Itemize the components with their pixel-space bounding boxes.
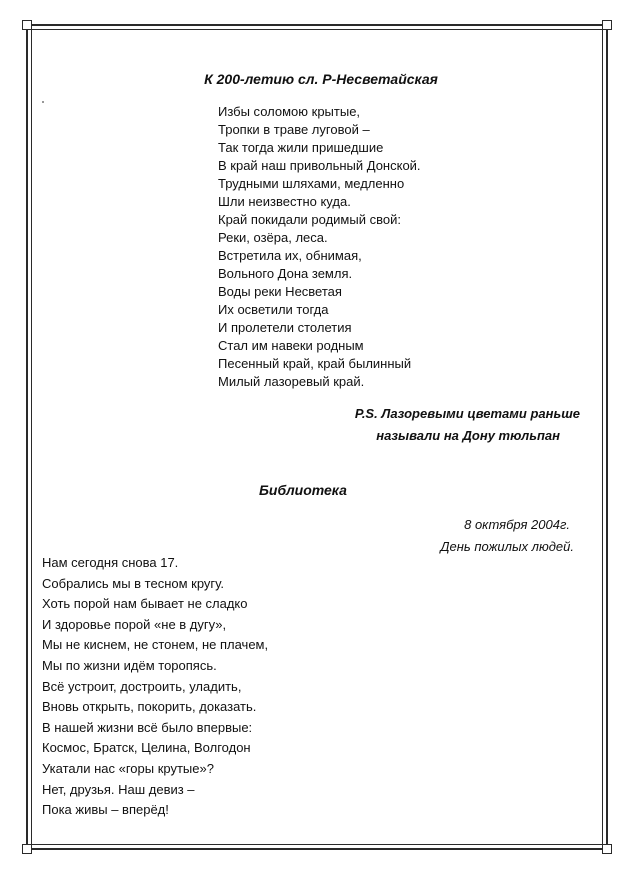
poem-line: Край покидали родимый свой:	[218, 212, 401, 227]
poem-line: Мы не киснем, не стонем, не плачем,	[42, 637, 269, 653]
poem-line: И здоровье порой «не в дугу»,	[42, 616, 227, 632]
scan-speck	[42, 101, 44, 103]
poem-line: Встретила их, обнимая,	[218, 248, 362, 263]
poem-line: В край наш привольный Донской.	[218, 158, 421, 173]
poem-line: Нет, друзья. Наш девиз –	[42, 781, 195, 797]
poem-line: Песенный край, край былинный	[218, 356, 412, 371]
poem-line: Воды реки Несветая	[218, 284, 342, 299]
poem-line: Избы соломою крытые,	[218, 104, 361, 119]
poem-line: Вольного Дона земля.	[218, 266, 353, 281]
poem2-occasion: День пожилых людей.	[440, 539, 574, 554]
poem-line: Космос, Братск, Целина, Волгодон	[42, 740, 251, 756]
poem-line: Реки, озёра, леса.	[218, 230, 328, 245]
postscript-line-2: называли на Дону тюльпан	[376, 428, 560, 443]
poem-line: В нашей жизни всё было впервые:	[42, 719, 253, 735]
postscript-line-1: P.S. Лазоревыми цветами раньше	[354, 406, 580, 421]
border-corner-top-right	[602, 20, 612, 30]
poem1-body	[218, 103, 421, 391]
poem-line: Всё устроит, достроить, уладить,	[42, 678, 242, 694]
postscript	[355, 403, 580, 447]
poem-line: Хоть порой нам бывает не сладко	[42, 596, 248, 612]
poem-line: Пока живы – вперёд!	[42, 802, 169, 818]
border-corner-top-left	[22, 20, 32, 30]
poem-line: И пролетели столетия	[218, 320, 352, 335]
poem-line: Стал им навеки родным	[218, 338, 364, 353]
poem-line: Мы по жизни идём торопясь.	[42, 657, 217, 673]
poem2-date: 8 октября 2004г.	[464, 517, 570, 532]
poem-line: Собрались мы в тесном кругу.	[42, 575, 224, 591]
poem2-body	[42, 553, 268, 821]
border-corner-bottom-left	[22, 844, 32, 854]
poem1-title: К 200-летию сл. Р-Несветайская	[204, 71, 438, 87]
poem-line: Тропки в траве луговой –	[218, 122, 370, 137]
poem-line: Шли неизвестно куда.	[218, 194, 351, 209]
poem-line: Милый лазоревый край.	[218, 374, 365, 389]
poem-line: Трудными шляхами, медленно	[218, 176, 405, 191]
poem2-title: Библиотека	[259, 482, 347, 498]
poem-line: Их осветили тогда	[218, 302, 329, 317]
poem-line: Нам сегодня снова 17.	[42, 555, 179, 570]
poem-line: Так тогда жили пришедшие	[218, 140, 384, 155]
poem2-dateline	[440, 514, 574, 558]
border-corner-bottom-right	[602, 844, 612, 854]
poem-line: Вновь открыть, покорить, доказать.	[42, 699, 257, 715]
poem-line: Укатали нас «горы крутые»?	[42, 760, 214, 776]
